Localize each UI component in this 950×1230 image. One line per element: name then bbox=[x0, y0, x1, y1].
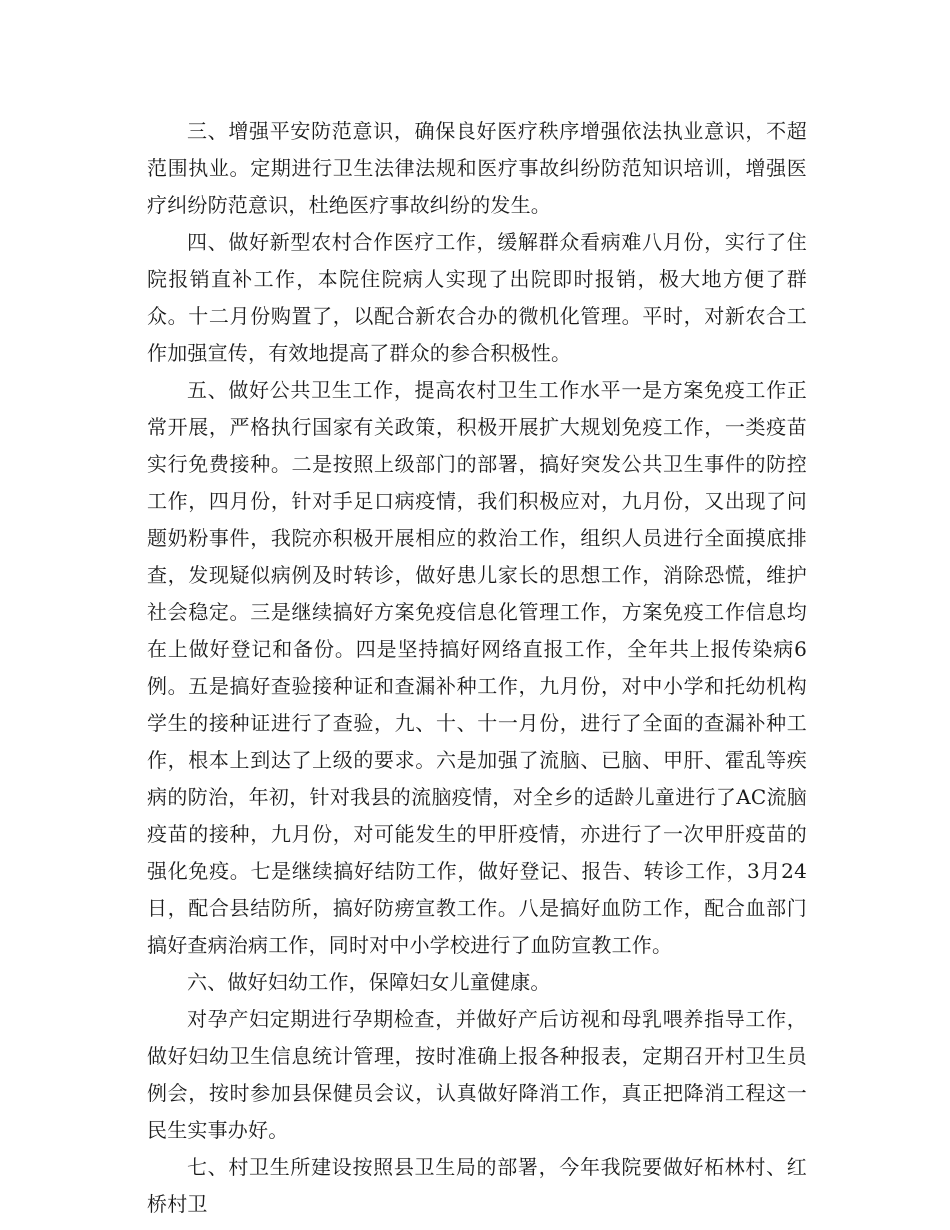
paragraph-maternal-child-details: 对孕产妇定期进行孕期检查，并做好产后访视和母乳喂养指导工作，做好妇幼卫生信息统计管理，按时准确上报各种报表，定期召开村卫生员例会，按时参加县保健员会议，认真做好降消工作，真正把降消工程这一民生实事办好。 bbox=[147, 1007, 807, 1142]
paragraph-maternal-child-heading: 六、做好妇幼工作，保障妇女儿童健康。 bbox=[187, 970, 551, 994]
paragraph-village-clinic: 七、村卫生所建设按照县卫生局的部署，今年我院要做好柘林村、红桥村卫 bbox=[147, 1155, 807, 1216]
paragraph-rural-cooperative-medical: 四、做好新型农村合作医疗工作，缓解群众看病难八月份，实行了住院报销直补工作，本院住院病人实现了出院即时报销，极大地方便了群众。十二月份购置了，以配合新农合办的微机化管理。平时，对新农合工作加强宣传，有效地提高了群众的参合积极性。 bbox=[147, 230, 807, 365]
paragraph-public-health: 五、做好公共卫生工作，提高农村卫生工作水平一是方案免疫工作正常开展，严格执行国家有关政策，积极开展扩大规划免疫工作，一类疫苗实行免费接种。二是按照上级部门的部署，搞好突发公共卫生事件的防控工作，四月份，针对手足口病疫情，我们积极应对，九月份，又出现了问题奶粉事件，我院亦积极开展相应的救治工作，组织人员进行全面摸底排查，发现疑似病例及时转诊，做好患儿家长的思想工作，消除恐慌，维护社会稳定。三是继续搞好方案免疫信息化管理工作，方案免疫工作信息均在上做好登记和备份。四是坚持搞好网络直报工作，全年共上报传染病6例。五是搞好查验接种证和查漏补种工作，九月份，对中小学和托幼机构学生的接种证进行了查验，九、十、十一月份，进行了全面的查漏补种工作，根本上到达了上级的要求。六是加强了流脑、已脑、甲肝、霍乱等疾病的防治，年初，针对我县的流脑疫情，对全乡的适龄儿童进行了AC流脑疫苗的接种，九月份，对可能发生的甲肝疫情，亦进行了一次甲肝疫苗的强化免疫。七是继续搞好结防工作，做好登记、报告、转诊工作，3月24日，配合县结防所，搞好防痨宣教工作。八是搞好血防工作，配合血部门搞好查病治病工作，同时对中小学校进行了血防宣教工作。 bbox=[147, 378, 807, 957]
document-body bbox=[147, 113, 807, 1223]
paragraph-safety: 三、增强平安防范意识，确保良好医疗秩序增强依法执业意识，不超范围执业。定期进行卫生法律法规和医疗事故纠纷防范知识培训，增强医疗纠纷防范意识，杜绝医疗事故纠纷的发生。 bbox=[147, 119, 807, 217]
